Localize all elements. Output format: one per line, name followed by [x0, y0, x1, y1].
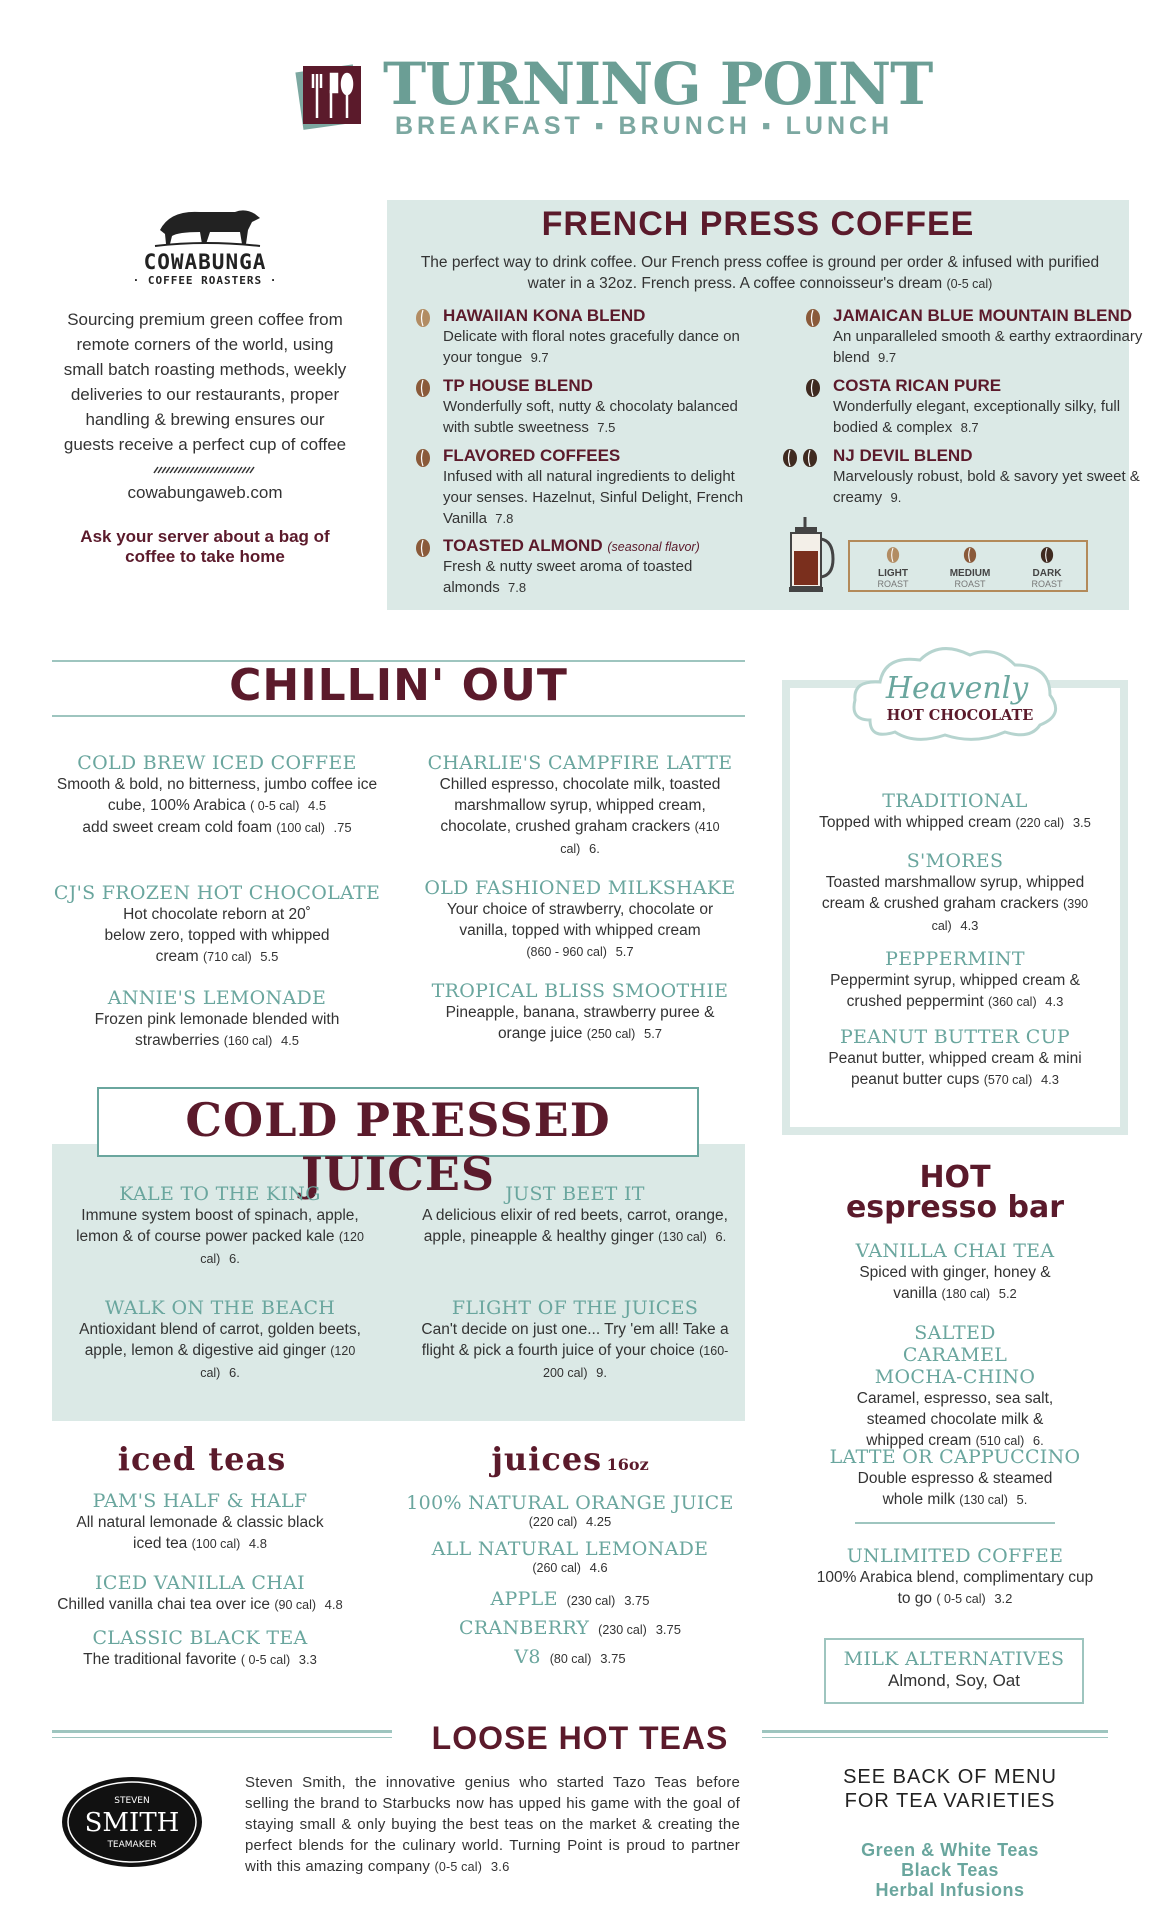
- milk-alternatives-options: Almond, Soy, Oat: [888, 1671, 1020, 1690]
- restaurant-logo-icon: [293, 60, 365, 132]
- menu-item: OLD FASHIONED MILKSHAKE Your choice of strawberry, chocolate or vanilla, topped with whipped cream (860 - 960 cal) 5.7: [424, 877, 736, 959]
- menu-item: PAM'S HALF & HALF All natural lemonade & classic black iced tea (100 cal) 4.8: [76, 1490, 324, 1552]
- menu-item: 100% NATURAL ORANGE JUICE (220 cal) 4.25: [406, 1492, 734, 1529]
- cowabunga-ask-note: Ask your server about a bag of coffee to take home: [80, 527, 330, 566]
- menu-item: APPLE (230 cal) 3.75: [490, 1588, 650, 1610]
- fp-item: [415, 306, 755, 368]
- fp-item-desc: Marvelously robust, bold & savory yet sweet & creamy 9.: [833, 468, 1140, 506]
- medium-roast-bean-icon: [415, 538, 431, 558]
- brand-tagline: BREAKFAST ▪ BRUNCH ▪ LUNCH: [395, 112, 894, 140]
- smith-description: Steven Smith, the innovative genius who started Tazo Teas before selling the brand to Starbucks now has upped his game with the goal of staying small & only buying the best teas on the market & creating the perfect blends for the culinary world. Turning Point is proud to partner with this amazing company (0-5 cal) 3.6: [245, 1774, 740, 1875]
- menu-item: CJ'S FROZEN HOT CHOCOLATE Hot chocolate reborn at 20˚ below zero, topped with whipped cream (710 cal) 5.5: [53, 882, 381, 965]
- milk-alternatives-box: [824, 1638, 1084, 1704]
- fp-item-desc: Fresh & nutty sweet aroma of toasted almonds 7.8: [443, 558, 693, 596]
- menu-item: V8 (80 cal) 3.75: [514, 1646, 626, 1668]
- cowabunga-website-link[interactable]: cowabungaweb.com: [127, 483, 283, 502]
- svg-text:SMITH: SMITH: [84, 1808, 180, 1838]
- fp-item-desc: Wonderfully soft, nutty & chocolaty balanced with subtle sweetness 7.5: [443, 398, 738, 436]
- fp-item: [415, 376, 755, 438]
- fp-item: [805, 306, 1145, 368]
- espresso-title: HOT espresso bar: [845, 1160, 1065, 1225]
- cold-pressed-title: COLD PRESSED JUICES: [185, 1093, 611, 1201]
- menu-item: KALE TO THE KING Immune system boost of spinach, apple, lemon & of course power packed kale (120 cal) 6.: [76, 1183, 364, 1266]
- fp-item: [415, 446, 755, 529]
- menu-item: PEPPERMINT Peppermint syrup, whipped cream & crushed peppermint (360 cal) 4.3: [830, 948, 1080, 1010]
- fp-item-desc: Infused with all natural ingredients to delight your senses. Hazelnut, Sinful Delight, French Vanilla 7.8: [443, 468, 744, 527]
- fp-item-desc: An unparalleled smooth & earthy extraordinary blend 9.7: [833, 328, 1143, 366]
- cloud-badge-icon: [845, 640, 1065, 750]
- divider: [52, 1737, 392, 1738]
- iced-teas-title: iced teas: [117, 1440, 287, 1478]
- menu-item: SALTED CARAMEL MOCHA-CHINO Caramel, espresso, sea salt, steamed chocolate milk & whipped cream (510 cal) 6.: [856, 1322, 1054, 1449]
- roast-legend-light: LIGHT ROAST: [858, 546, 928, 589]
- fp-item-name: NJ DEVIL BLEND: [833, 446, 973, 465]
- french-press-intro: [420, 252, 1100, 295]
- menu-item: COLD BREW ICED COFFEE Smooth & bold, no bitterness, jumbo coffee ice cube, 100% Arabica ( 0-5 cal) 4.5 add sweet cream cold foam (100 cal) .75: [56, 752, 378, 836]
- menu-item: ANNIE'S LEMONADE Frozen pink lemonade blended with strawberries (160 cal) 4.5: [94, 987, 340, 1049]
- french-press-intro-cal: (0-5 cal): [946, 277, 993, 291]
- medium-roast-bean-icon: [805, 308, 821, 328]
- milk-alternatives-title: MILK ALTERNATIVES: [843, 1648, 1065, 1670]
- hatch-divider-icon: [60, 465, 350, 475]
- menu-item: PEANUT BUTTER CUP Peanut butter, whipped cream & mini peanut butter cups (570 cal) 4.3: [828, 1026, 1082, 1088]
- menu-item: ICED VANILLA CHAI Chilled vanilla chai tea over ice (90 cal) 4.8: [57, 1572, 343, 1613]
- medium-roast-bean-icon: [415, 448, 431, 468]
- menu-item: CHARLIE'S CAMPFIRE LATTE Chilled espresso, chocolate milk, toasted marshmallow syrup, whipped cream, chocolate, crushed graham crackers (410 cal) 6.: [427, 752, 733, 856]
- divider: [855, 1522, 1055, 1524]
- dark-roast-bean-icon: [802, 448, 818, 468]
- dark-roast-bean-icon: [805, 378, 821, 398]
- chillin-title: CHILLIN' OUT: [229, 660, 568, 711]
- menu-item: VANILLA CHAI TEA Spiced with ginger, honey & vanilla (180 cal) 5.2: [855, 1240, 1055, 1302]
- roast-legend-medium: MEDIUM ROAST: [935, 546, 1005, 589]
- fp-item-name: COSTA RICAN PURE: [833, 376, 1002, 395]
- medium-roast-bean-icon: [963, 546, 977, 564]
- cowabunga-description: Sourcing premium green coffee from remote corners of the world, using small batch roasting methods, weekly deliveries to our restaurants, proper handling & brewing ensures our guests receive a perfect cup of coffee: [63, 310, 347, 454]
- svg-text:STEVEN: STEVEN: [114, 1796, 150, 1806]
- tea-type: Herbal Infusions: [875, 1880, 1025, 1900]
- tea-types-list: [800, 1840, 1100, 1900]
- fp-item-desc: Delicate with floral notes gracefully dance on your tongue 9.7: [443, 328, 740, 366]
- roast-legend-dark: DARK ROAST: [1012, 546, 1082, 589]
- divider: [762, 1730, 1108, 1733]
- cowabunga-sub: · COFFEE ROASTERS ·: [132, 274, 278, 287]
- fp-item-name: JAMAICAN BLUE MOUNTAIN BLEND: [833, 306, 1133, 325]
- heavenly-script: Heavenly: [885, 671, 1029, 706]
- light-roast-bean-icon: [415, 308, 431, 328]
- cowabunga-block: [60, 200, 350, 567]
- fp-item: [805, 376, 1145, 438]
- dark-roast-bean-icon: [1040, 546, 1054, 564]
- cow-icon: [60, 200, 350, 250]
- hot-chocolate-title: HOT CHOCOLATE: [886, 707, 1034, 724]
- fp-item: [415, 536, 755, 598]
- menu-item: ALL NATURAL LEMONADE (260 cal) 4.6: [431, 1538, 709, 1575]
- menu-item: FLIGHT OF THE JUICES Can't decide on just one... Try 'em all! Take a flight & pick a fourth juice of your choice (160-200 cal) 9.: [421, 1297, 729, 1380]
- loose-teas-title: LOOSE HOT TEAS: [431, 1720, 729, 1756]
- medium-roast-bean-icon: [415, 378, 431, 398]
- menu-item: WALK ON THE BEACH Antioxidant blend of carrot, golden beets, apple, lemon & digestive aid ginger (120 cal) 6.: [79, 1297, 361, 1380]
- french-press-intro-text: The perfect way to drink coffee. Our French press coffee is ground per order & infused with purified water in a 32oz. French press. A coffee connoisseur's dream: [420, 254, 1100, 292]
- menu-item: TRADITIONAL Topped with whipped cream (220 cal) 3.5: [819, 790, 1091, 831]
- tea-type: Green & White Teas: [861, 1840, 1039, 1860]
- menu-item: S'MORES Toasted marshmallow syrup, whipped cream & crushed graham crackers (390 cal) 4.3: [821, 850, 1089, 933]
- see-back-note: SEE BACK OF MENU FOR TEA VARIETIES: [843, 1766, 1057, 1812]
- divider: [762, 1737, 1108, 1738]
- menu-item: TROPICAL BLISS SMOOTHIE Pineapple, banana, strawberry puree & orange juice (250 cal) 5.7: [431, 980, 729, 1042]
- cowabunga-name: COWABUNGA: [143, 250, 267, 274]
- brand-title: TURNING POINT: [383, 50, 933, 118]
- fp-item-name: TOASTED ALMOND (seasonal flavor): [443, 536, 700, 555]
- juices-title: juices 16oz: [491, 1440, 649, 1478]
- french-press-title: FRENCH PRESS COFFEE: [541, 205, 975, 243]
- french-press-icon: [785, 515, 837, 595]
- menu-item: CLASSIC BLACK TEA The traditional favorite ( 0-5 cal) 3.3: [83, 1627, 317, 1668]
- svg-text:TEAMAKER: TEAMAKER: [107, 1840, 157, 1850]
- dark-roast-bean-icon: [782, 448, 798, 468]
- fp-item: [782, 446, 1145, 508]
- menu-item: LATTE OR CAPPUCCINO Double espresso & steamed whole milk (130 cal) 5.: [829, 1446, 1081, 1508]
- fp-item-name: HAWAIIAN KONA BLEND: [443, 306, 646, 325]
- smith-teamaker-logo: [60, 1775, 205, 1869]
- tea-type: Black Teas: [901, 1860, 999, 1880]
- divider: [52, 1730, 392, 1733]
- menu-item: JUST BEET IT A delicious elixir of red beets, carrot, orange, apple, pineapple & healthy ginger (130 cal) 6.: [422, 1183, 728, 1245]
- fp-item-name: TP HOUSE BLEND: [443, 376, 593, 395]
- roast-legend: [848, 540, 1088, 592]
- fp-item-desc: Wonderfully elegant, exceptionally silky, full bodied & complex 8.7: [833, 398, 1121, 436]
- light-roast-bean-icon: [886, 546, 900, 564]
- fp-item-name: FLAVORED COFFEES: [443, 446, 621, 465]
- menu-item: CRANBERRY (230 cal) 3.75: [458, 1617, 682, 1639]
- menu-item: UNLIMITED COFFEE 100% Arabica blend, complimentary cup to go ( 0-5 cal) 3.2: [816, 1545, 1094, 1607]
- divider: [52, 715, 745, 717]
